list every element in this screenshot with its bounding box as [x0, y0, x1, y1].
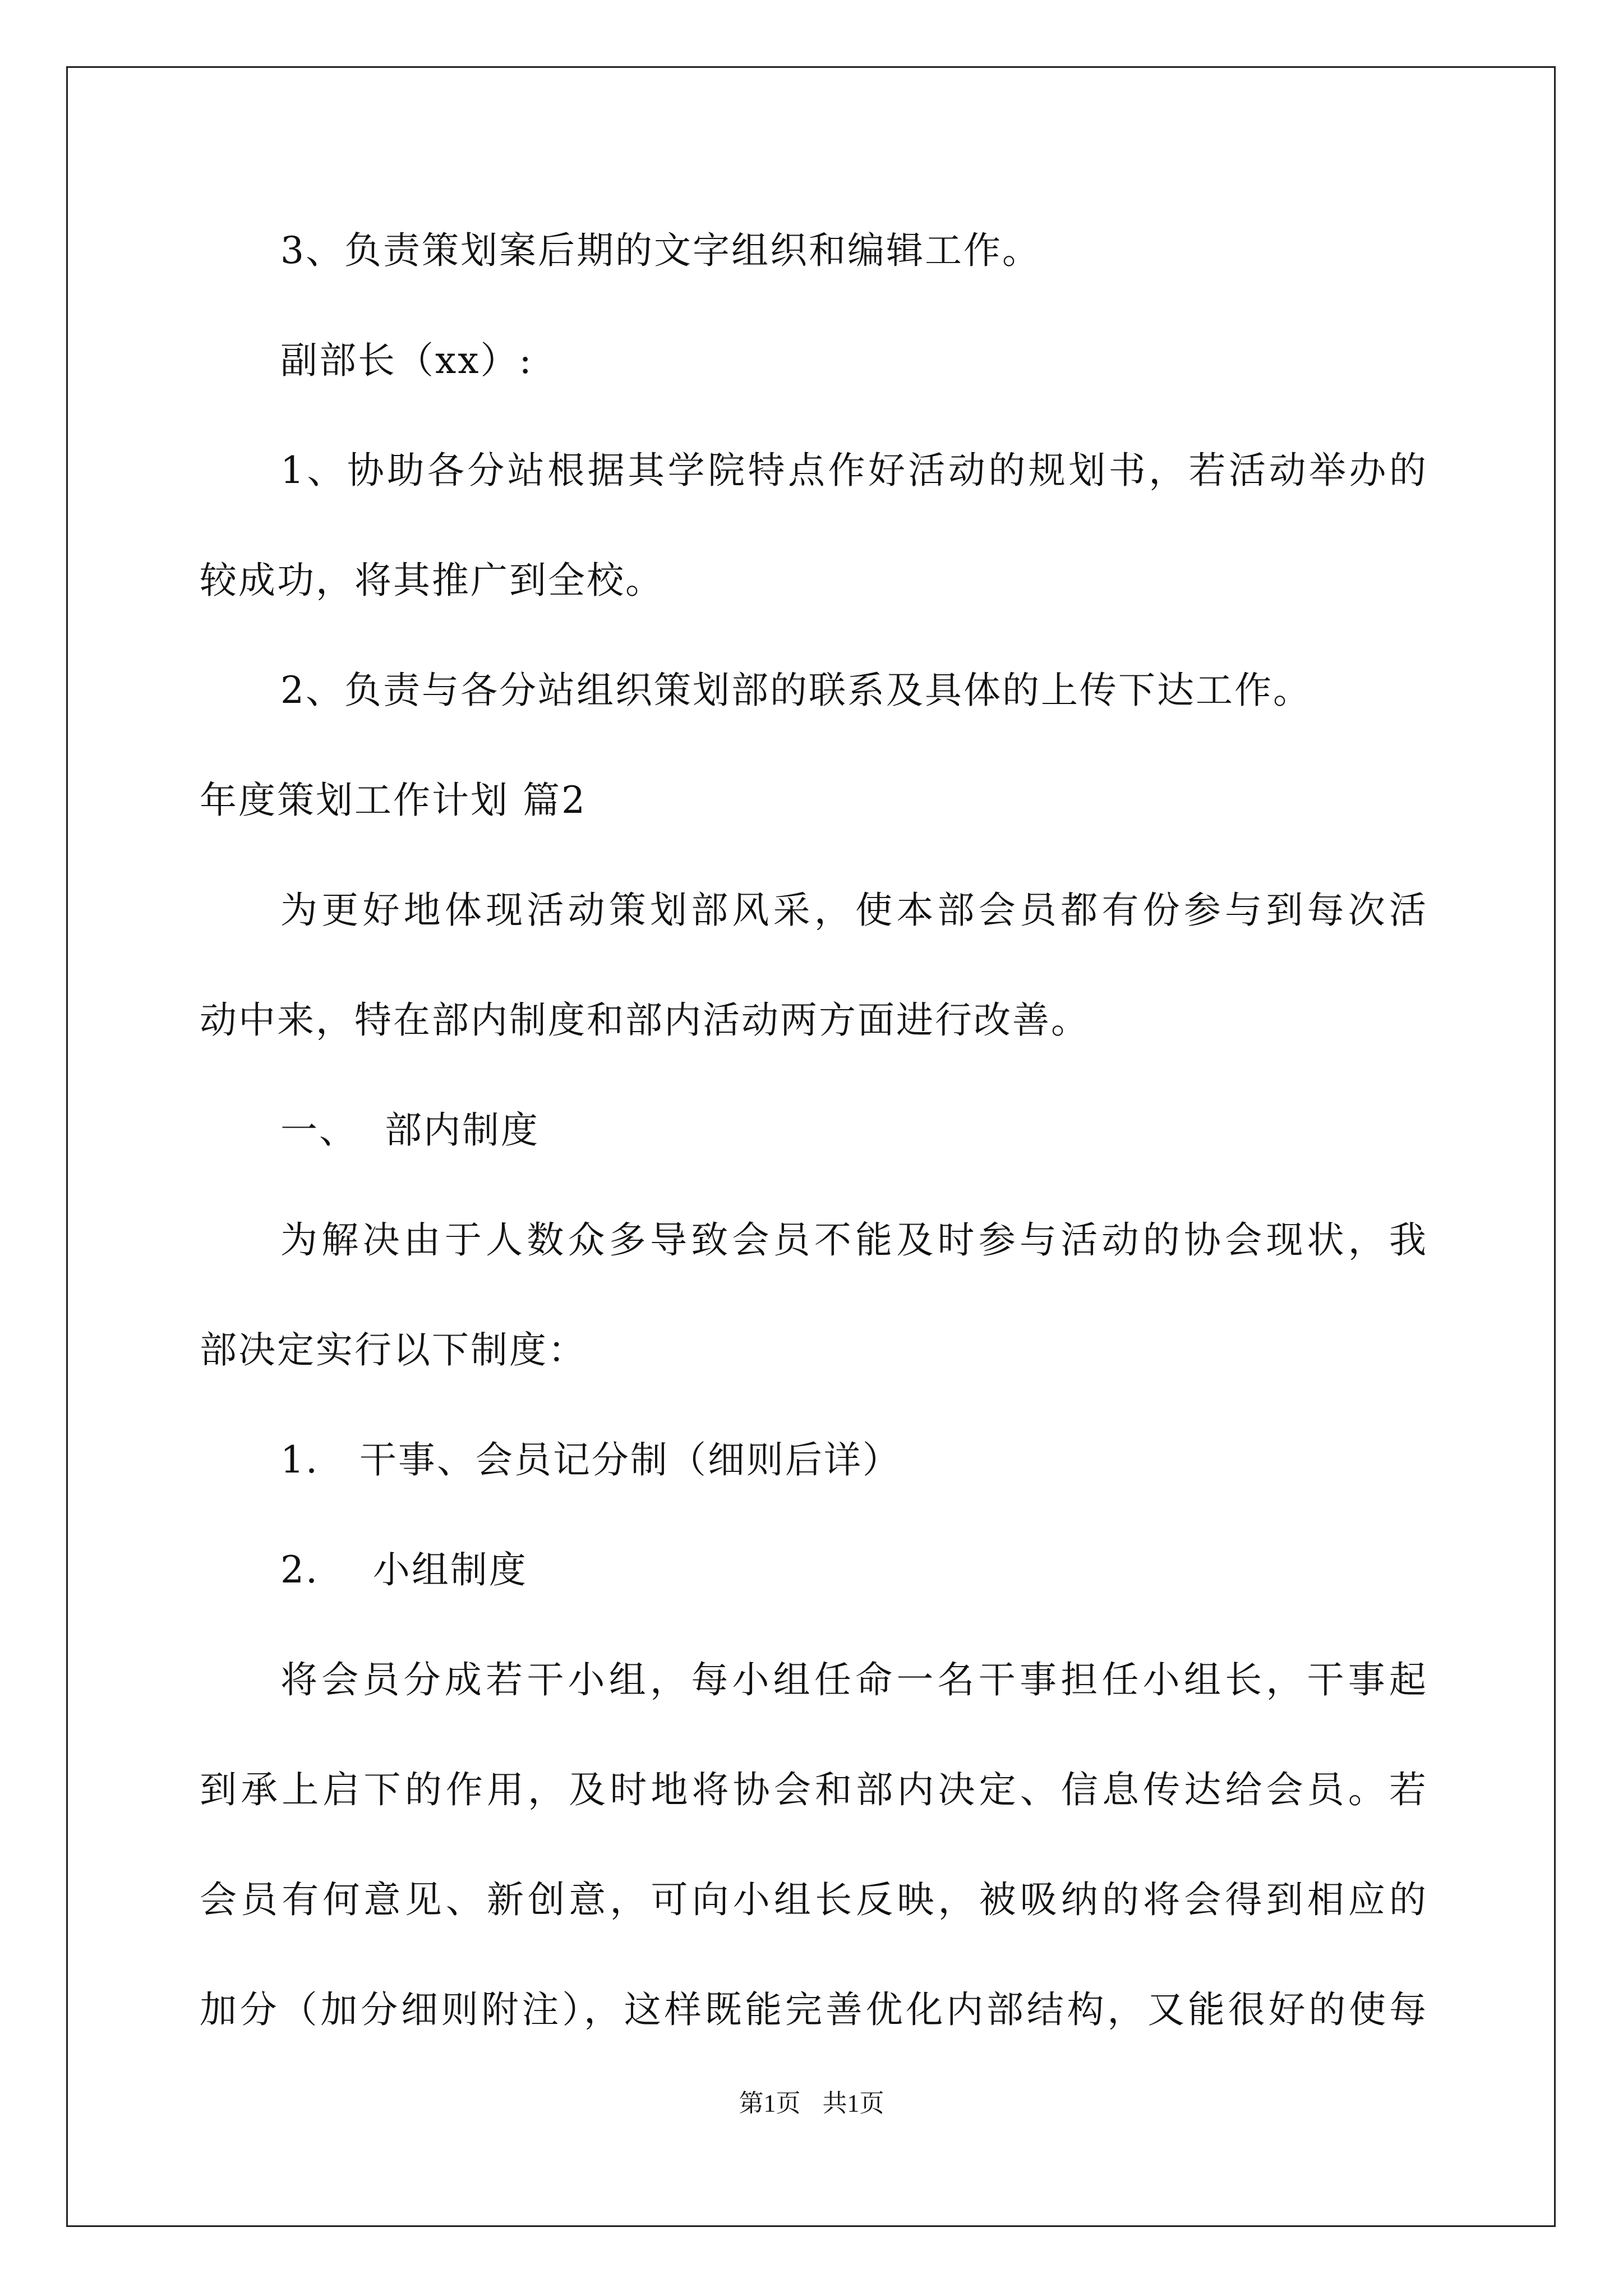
paragraph-line: 部决定实行以下制度： — [200, 1328, 587, 1372]
paragraph-line: 到承上启下的作用，及时地将协会和部内决定、信息传达给会员。若 — [200, 1768, 1428, 1811]
page-footer — [0, 2087, 1623, 2120]
section-heading: 年度策划工作计划 篇2 — [200, 779, 587, 822]
list-item: 1. 干事、会员记分制（细则后详） — [280, 1438, 901, 1481]
paragraph-line: 1、协助各分站根据其学院特点作好活动的规划书，若活动举办的 — [280, 449, 1428, 492]
list-item: 2. 小组制度 — [280, 1548, 528, 1591]
paragraph-line: 副部长（xx）: — [280, 339, 533, 382]
paragraph-line: 较成功，将其推广到全校。 — [200, 559, 664, 602]
paragraph-line: 2、负责与各分站组织策划部的联系及具体的上传下达工作。 — [280, 669, 1312, 712]
paragraph-line: 3、负责策划案后期的文字组织和编辑工作。 — [280, 229, 1041, 272]
paragraph-line: 将会员分成若干小组，每小组任命一名干事担任小组长，干事起 — [280, 1658, 1428, 1701]
page-total: 共1页 — [822, 2090, 884, 2117]
subsection-heading: 一、 部内制度 — [280, 1108, 540, 1152]
paragraph-line: 为解决由于人数众多导致会员不能及时参与活动的协会现状，我 — [280, 1218, 1428, 1262]
page-number: 第1页 — [739, 2090, 801, 2117]
paragraph-line: 会员有何意见、新创意，可向小组长反映，被吸纳的将会得到相应的 — [200, 1878, 1428, 1921]
paragraph-line: 为更好地体现活动策划部风采，使本部会员都有份参与到每次活 — [280, 889, 1428, 932]
paragraph-line: 动中来，特在部内制度和部内活动两方面进行改善。 — [200, 999, 1090, 1042]
paragraph-line: 加分（加分细则附注），这样既能完善优化内部结构，又能很好的使每 — [200, 1988, 1428, 2031]
